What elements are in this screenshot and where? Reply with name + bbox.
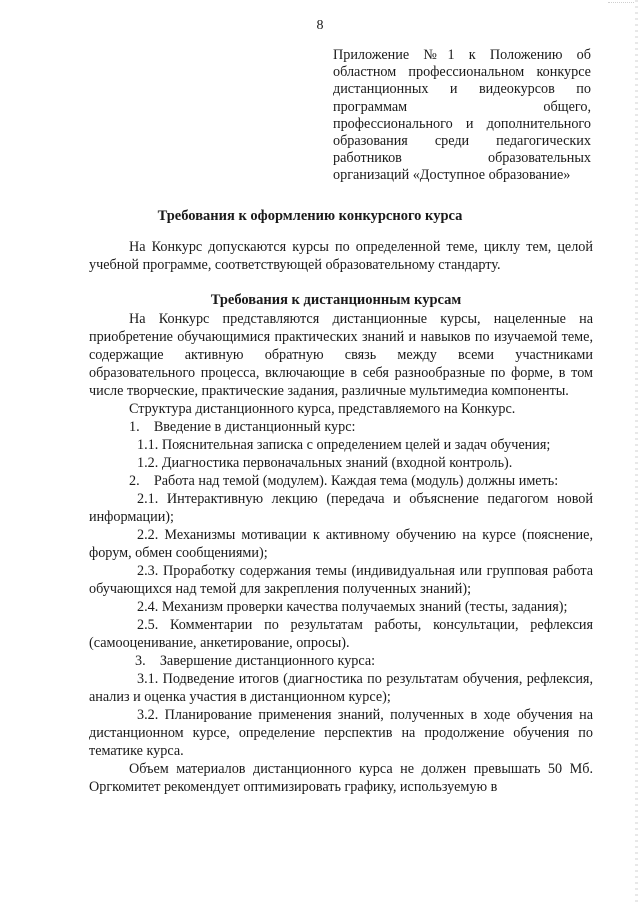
body-paragraph: 2. Работа над темой (модулем). Каждая тема (модуль) должны иметь: [129, 473, 559, 489]
body-paragraph: На Конкурс представляются дистанционные курсы, нацеленные на приобретение обучающимися практических знаний и навыков по изучаемой теме, содержащие активную обратную связь между всеми участниками образовательного процесса, включающие в себя разнообразные по форме, в том числе творческие, практические задания, различные мультимедиа компоненты. [89, 311, 593, 399]
body-paragraph: 3.1. Подведение итогов (диагностика по результатам обучения, рефлексия, анализ и оценка участия в дистанционном курсе); [89, 671, 593, 705]
body-paragraph: 2.3. Проработку содержания темы (индивидуальная или групповая работа обучающихся над темой для закрепления полученных знаний); [89, 563, 593, 597]
body-paragraph: 2.2. Механизмы мотивации к активному обучению на курсе (пояснение, форум, обмен сообщениями); [89, 527, 593, 561]
scan-edge-mark [608, 2, 634, 9]
appendix-line: образования среди педагогических [333, 133, 591, 150]
body-paragraph: 1.1. Пояснительная записка с определением целей и задач обучения; [137, 437, 551, 453]
appendix-line: дистанционных и видеокурсов по [333, 81, 591, 98]
section-heading-distance: Требования к дистанционным курсам [210, 292, 462, 308]
intro-section [89, 238, 593, 274]
intro-paragraph: На Конкурс допускаются курсы по определенной теме, циклу тем, целой учебной программе, соответствующей образовательному стандарту. [89, 239, 593, 273]
body-paragraph: 3. Завершение дистанционного курса: [135, 653, 376, 669]
appendix-line: профессионального и дополнительного [333, 115, 591, 132]
section-heading-format: Требования к оформлению конкурсного курса [157, 208, 463, 224]
body-paragraph: Структура дистанционного курса, представляемого на Конкурс. [129, 401, 516, 417]
body-paragraph: 3.2. Планирование применения знаний, полученных в ходе обучения на дистанционном курсе, определение перспектив на продолжение обучения по тематике курса. [89, 707, 593, 759]
body-paragraph: Объем материалов дистанционного курса не должен превышать 50 Мб. Оргкомитет рекомендует оптимизировать графику, используемую в [89, 761, 593, 795]
distance-course-section [89, 310, 593, 796]
body-paragraph: 2.5. Комментарии по результатам работы, консультации, рефлексия (самооценивание, анкетирование, опросы). [89, 617, 593, 651]
appendix-line: работников образовательных [333, 150, 591, 167]
appendix-line: Приложение №1 к Положению об [333, 47, 591, 63]
appendix-line: областном профессиональном конкурсе [333, 64, 591, 81]
body-paragraph: 1.2. Диагностика первоначальных знаний (входной контроль). [137, 455, 513, 471]
scan-edge [635, 0, 638, 905]
appendix-line: программам общего, [333, 98, 591, 115]
page-number: 8 [316, 18, 324, 33]
body-paragraph: 2.4. Механизм проверки качества получаемых знаний (тесты, задания); [137, 599, 568, 615]
body-paragraph: 1. Введение в дистанционный курс: [129, 419, 356, 435]
body-paragraph: 2.1. Интерактивную лекцию (передача и объяснение педагогом новой информации); [89, 491, 593, 525]
appendix-line: организаций «Доступное образование» [333, 167, 571, 184]
appendix-header [333, 47, 591, 185]
